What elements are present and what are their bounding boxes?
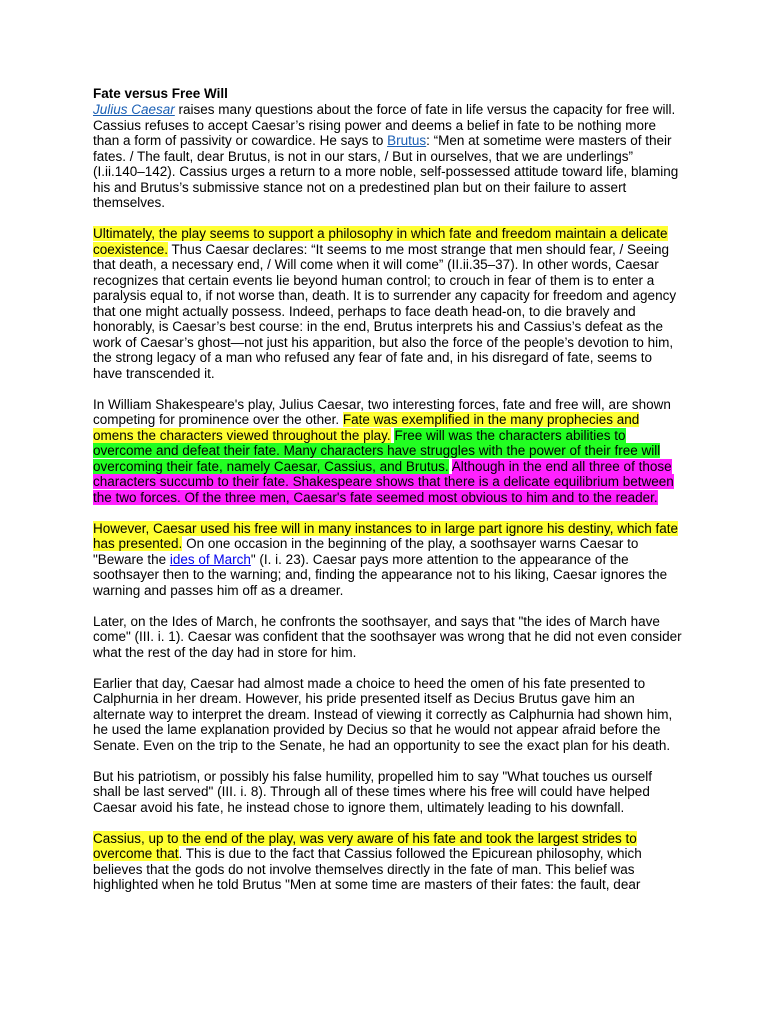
julius-caesar-link[interactable]: Julius Caesar xyxy=(93,102,175,117)
highlight-yellow: Cassius, up to the end of the play, was very aware of his fate and took the largest strides to overcome that xyxy=(93,830,637,861)
highlight-yellow: Ultimately, the play seems to support a philosophy in which fate and freedom maintain a delicate coexistence. xyxy=(93,226,668,257)
highlight-green: Free will was the characters abilities to overcome and defeat their fate. Many characters have struggles with the power of their free will overcoming their fate, namely Caesar, Cassius, and Brutus. xyxy=(93,427,661,474)
highlight-magenta: Although in the end all three of those characters succumb to their fate. Shakespeare shows that there is a delicate equilibrium between the two forces. Of the three men, Caesar's fate seemed most obvious to him and to the reader. xyxy=(93,458,674,505)
paragraph-2-text: Thus Caesar declares: “It seems to me most strange that men should fear, / Seeing that death, a necessary end, / Will come when it will come” (II.ii.35–37). In other words, Caesar recognizes that certain events lie beyond human control; to crouch in fear of them is to enter a paralysis equal to, if not worse than, death. It is to surrender any capacity for freedom and agency that one might actually possess. Indeed, perhaps to face death head-on, to die bravely and honorably, is Caesar’s best course: in the end, Brutus interprets his and Cassius’s defeat as the work of Caesar’s ghost—not just his apparition, but also the force of the people’s devotion to him, the strong legacy of a man who refused any fear of fate and, in his disregard of fate, seems to have transcended it. xyxy=(93,241,677,381)
paragraph-4-text-a: On one occasion in the beginning of the play, a soothsayer warns Caesar to "Beware the xyxy=(93,536,639,567)
highlight-yellow: Fate was exemplified in the many prophecies and omens the characters viewed throughout the play. xyxy=(93,412,640,443)
paragraph-3 xyxy=(93,397,682,506)
paragraph-8-text: . This is due to the fact that Cassius followed the Epicurean philosophy, which believes that the gods do not involve themselves directly in the fate of man. This belief was highlighted when he told Brutus "Men at some time are masters of their fates: the fault, dear xyxy=(93,846,642,892)
paragraph-4 xyxy=(93,521,682,599)
ides-of-march-link[interactable]: ides of March xyxy=(169,551,251,567)
highlight-yellow: However, Caesar used his free will in many instances to in large part ignore his destiny, which fate has presented. xyxy=(93,520,679,551)
document-title: Fate versus Free Will xyxy=(93,86,228,101)
paragraph-4-text-b: " (I. i. 23). Caesar pays more attention to the appearance of the soothsayer then to the warning; and, finding the appearance not to his liking, Caesar ignores the warning and passes him off as a dreamer. xyxy=(93,551,668,598)
paragraph-1 xyxy=(93,102,682,211)
paragraph-1-text-a: raises many questions about the force of fate in life versus the capacity for free will. Cassius refuses to accept Caesar’s rising power and deems a belief in fate to be nothing more than a form of passivity or cowardice. He says to xyxy=(93,102,676,148)
paragraph-6: Earlier that day, Caesar had almost made a choice to heed the omen of his fate presented to Calphurnia in her dream. However, his pride presented itself as Decius Brutus gave him an alternate way to interpret the dream. Instead of viewing it correctly as Calphurnia had shown him, he used the lame explanation provided by Decius so that he would not appear afraid before the Senate. Even on the trip to the Senate, he had an opportunity to see the exact plan for his death. xyxy=(93,675,673,753)
paragraph-8 xyxy=(93,831,682,893)
paragraph-5: Later, on the Ides of March, he confronts the soothsayer, and says that "the ides of March have come" (III. i. 1). Caesar was confident that the soothsayer was wrong that he did not even consider what the rest of the day had in store for him. xyxy=(93,613,682,660)
paragraph-1-text-b: : “Men at sometime were masters of their fates. / The fault, dear Brutus, is not in our stars, / But in ourselves, that we are underlings” (I.ii.140–142). Cassius urges a return to a more noble, self-possessed attitude toward life, blaming his and Brutus’s submissive stance not on a predestined plan but on their failure to assert themselves. xyxy=(93,133,679,210)
paragraph-7: But his patriotism, or possibly his false humility, propelled him to say "What touches us ourself shall be last served" (III. i. 8). Through all of these times where his free will could have helped Caesar avoid his fate, he instead chose to ignore them, ultimately leading to his downfall. xyxy=(93,768,653,815)
brutus-link[interactable]: Brutus xyxy=(387,133,427,148)
paragraph-2 xyxy=(93,226,682,381)
paragraph-3-text: In William Shakespeare's play, Julius Caesar, two interesting forces, fate and free will, are shown competing for prominence over the other. xyxy=(93,396,671,427)
